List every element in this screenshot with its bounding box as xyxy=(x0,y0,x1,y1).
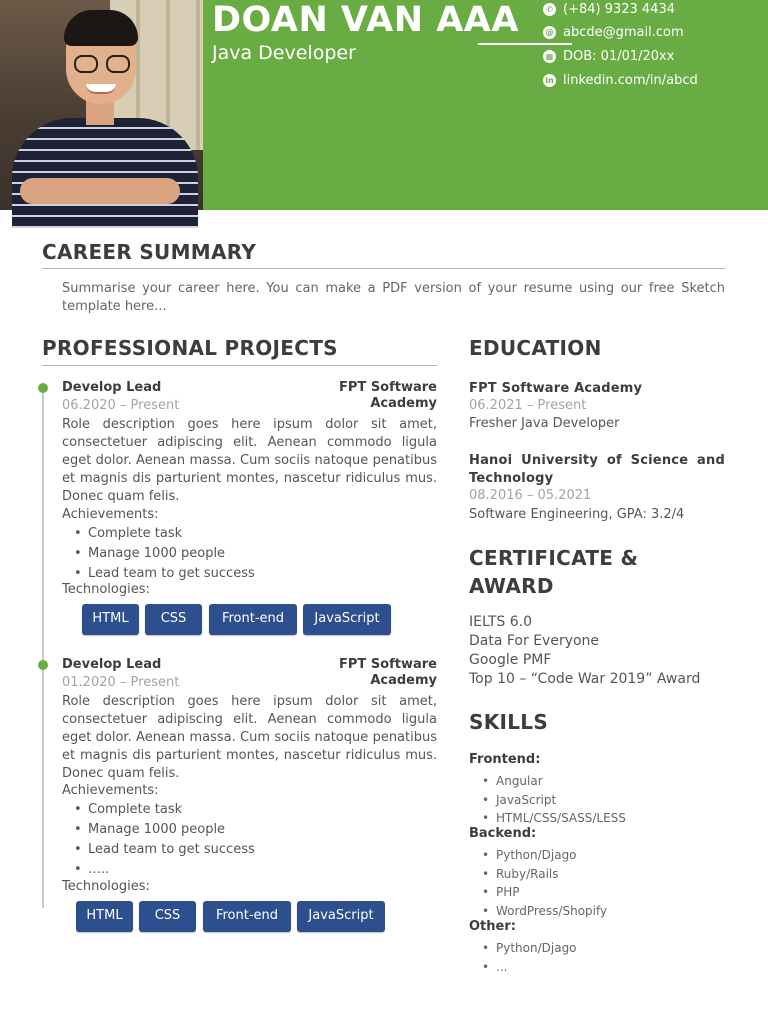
education-date: 06.2021 – Present xyxy=(469,398,587,413)
tag-html: HTML xyxy=(76,901,133,932)
timeline-dot xyxy=(38,660,48,670)
project-title: Develop Lead xyxy=(62,657,162,672)
project-date: 01.2020 – Present xyxy=(62,675,180,690)
project-description: Role description goes here ipsum dolor sit amet, consectetuer adipiscing elit. Aenean commodo ligula eget dolor. Aenean massa. Cum sociis natoque penatibus et magnis dis parturient montes, nascetur ridiculus mus. Donec quam felis. xyxy=(62,417,437,504)
career-summary-text: Summarise your career here. You can make a PDF version of your resume using our free Sketch template here... xyxy=(62,281,725,314)
skill-group-other: Other: xyxy=(469,919,516,934)
project-company: FPT Software Academy xyxy=(339,380,437,411)
list-item: • Ruby/Rails xyxy=(482,865,607,884)
certificate-item: IELTS 6.0 xyxy=(469,614,532,630)
projects-title: PROFESSIONAL PROJECTS xyxy=(42,336,338,360)
skill-list-backend xyxy=(482,846,607,920)
list-item: • JavaScript xyxy=(482,791,626,810)
list-item: • Complete task xyxy=(74,524,255,544)
calendar-icon: ▦ xyxy=(543,50,556,63)
achievements-label: Achievements: xyxy=(62,783,159,798)
contact-phone[interactable] xyxy=(543,0,675,18)
education-school: FPT Software Academy xyxy=(469,381,643,396)
education-date: 08.2016 – 05.2021 xyxy=(469,488,592,503)
email-icon: @ xyxy=(543,26,556,39)
contact-linkedin[interactable] xyxy=(543,71,698,89)
achievements-list xyxy=(74,800,255,880)
certificate-item: Google PMF xyxy=(469,652,552,668)
list-item: • Python/Djago xyxy=(482,846,607,865)
list-item: • HTML/CSS/SASS/LESS xyxy=(482,809,626,828)
list-item: • Manage 1000 people xyxy=(74,820,255,840)
career-summary-rule xyxy=(42,268,725,269)
header-banner xyxy=(0,0,768,210)
project-company: FPT Software Academy xyxy=(339,657,437,688)
tag-front-end: Front-end xyxy=(209,604,297,635)
tag-html: HTML xyxy=(82,604,139,635)
list-item: • Lead team to get success xyxy=(74,840,255,860)
contact-email-text: abcde@gmail.com xyxy=(563,24,684,40)
certificate-item: Top 10 – “Code War 2019” Award xyxy=(469,671,701,687)
candidate-name: DOAN VAN AAA xyxy=(212,0,519,40)
education-detail: Software Engineering, GPA: 3.2/4 xyxy=(469,507,685,522)
skill-group-backend: Backend: xyxy=(469,826,537,841)
technology-tags xyxy=(82,604,442,636)
profile-photo xyxy=(0,0,203,210)
certificate-title: CERTIFICATE & AWARD xyxy=(469,546,639,598)
list-item: • Manage 1000 people xyxy=(74,544,255,564)
career-summary-title: CAREER SUMMARY xyxy=(42,240,257,264)
tag-css: CSS xyxy=(139,901,196,932)
list-item: • ….. xyxy=(74,860,255,880)
projects-timeline xyxy=(42,388,44,908)
project-date: 06.2020 – Present xyxy=(62,398,180,413)
list-item: • PHP xyxy=(482,883,607,902)
tag-front-end: Front-end xyxy=(203,901,291,932)
contact-linkedin-text: linkedin.com/in/abcd xyxy=(563,72,698,88)
candidate-role: Java Developer xyxy=(212,42,356,64)
contact-dob xyxy=(543,47,674,65)
achievements-label: Achievements: xyxy=(62,507,159,522)
skill-group-frontend: Frontend: xyxy=(469,752,541,767)
technology-tags xyxy=(76,901,436,933)
project-title: Develop Lead xyxy=(62,380,162,395)
project-description: Role description goes here ipsum dolor sit amet, consectetuer adipiscing elit. Aenean commodo ligula eget dolor. Aenean massa. Cum sociis natoque penatibus et magnis dis parturient montes, nascetur ridiculus mus. Donec quam felis. xyxy=(62,694,437,781)
linkedin-icon: in xyxy=(543,74,556,87)
list-item: • Python/Djago xyxy=(482,939,577,958)
achievements-list xyxy=(74,524,255,584)
contact-phone-text: (+84) 9323 4434 xyxy=(563,1,676,17)
skill-list-other xyxy=(482,939,577,976)
contact-dob-text: DOB: 01/01/20xx xyxy=(563,48,675,64)
list-item: • Complete task xyxy=(74,800,255,820)
certificate-item: Data For Everyone xyxy=(469,633,600,649)
projects-rule xyxy=(42,365,437,366)
technologies-label: Technologies: xyxy=(62,582,150,597)
list-item: • ... xyxy=(482,958,577,977)
tag-css: CSS xyxy=(145,604,202,635)
tag-javascript: JavaScript xyxy=(303,604,391,635)
skills-title: SKILLS xyxy=(469,710,549,734)
education-school: Hanoi University of Science and Technology xyxy=(469,453,725,486)
phone-icon: ✆ xyxy=(543,3,556,16)
list-item: • WordPress/Shopify xyxy=(482,902,607,921)
list-item: • Angular xyxy=(482,772,626,791)
education-title: EDUCATION xyxy=(469,336,602,360)
name-underline xyxy=(478,43,572,45)
timeline-dot xyxy=(38,383,48,393)
list-item: • Lead team to get success xyxy=(74,564,255,584)
tag-javascript: JavaScript xyxy=(297,901,385,932)
skill-list-frontend xyxy=(482,772,626,828)
contact-email[interactable] xyxy=(543,23,684,41)
education-detail: Fresher Java Developer xyxy=(469,416,620,431)
technologies-label: Technologies: xyxy=(62,879,150,894)
